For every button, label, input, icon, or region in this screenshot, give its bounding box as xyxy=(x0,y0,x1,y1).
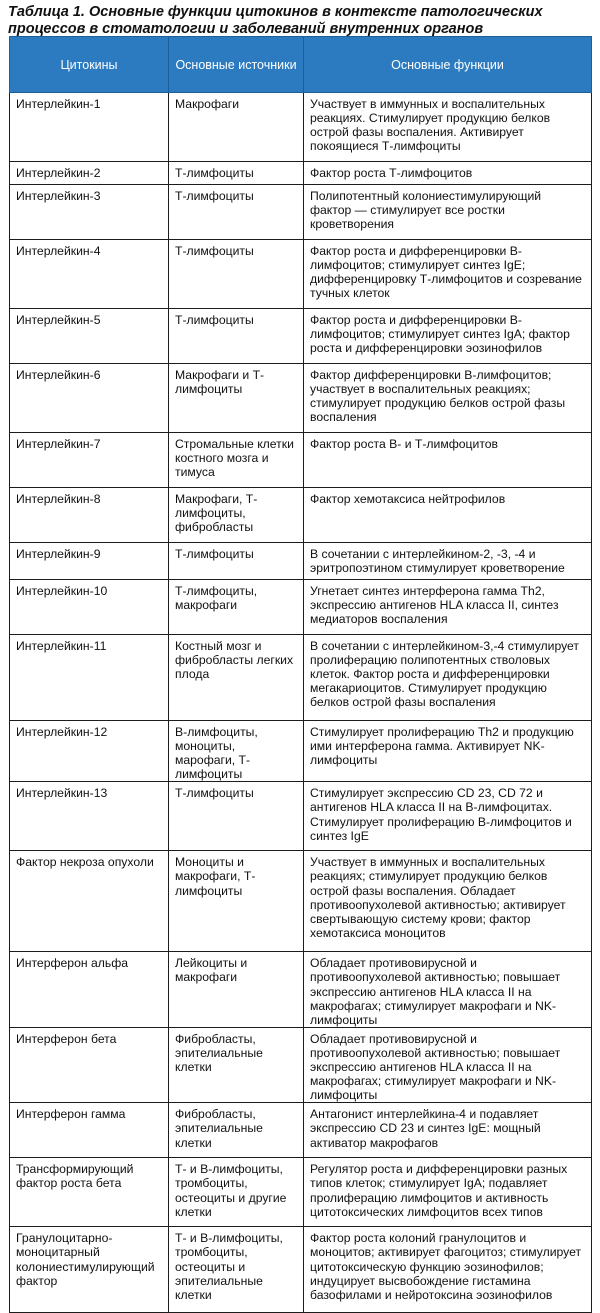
functions-cell: Участвует в иммунных и воспалительных реакциях; стимулирует продукцию белков острой фазы воспаления. Обладает противоопухолевой активностью; активирует свертывающую систему крови; фактор хемотаксиса моноцитов xyxy=(304,851,592,952)
cytokine-name-cell: Интерлейкин-8 xyxy=(10,488,169,543)
table-row xyxy=(10,240,592,309)
table-row xyxy=(10,185,592,240)
table-row xyxy=(10,543,592,580)
cytokine-name-cell: Интерлейкин-12 xyxy=(10,721,169,782)
source-cell: Т- и В-лимфоциты, тромбоциты, остеоциты и другие клетки xyxy=(169,1158,304,1227)
source-cell: В-лимфоциты, моноциты, марофаги, Т-лимфоциты xyxy=(169,721,304,782)
functions-cell: Фактор роста В- и Т-лимфоцитов xyxy=(304,433,592,488)
functions-cell: Фактор роста и дифференцировки В-лимфоцитов; стимулирует синтез IgA; фактор роста и дифференцировки эозинофилов xyxy=(304,309,592,364)
cytokine-name-cell: Интерлейкин-9 xyxy=(10,543,169,580)
source-cell: Лейкоциты и макрофаги xyxy=(169,952,304,1027)
source-cell: Т-лимфоциты xyxy=(169,162,304,185)
source-cell: Стромальные клетки костного мозга и тимуса xyxy=(169,433,304,488)
header-cytokines: Цитокины xyxy=(10,37,169,93)
table-row xyxy=(10,851,592,952)
functions-cell: Стимулирует экспрессию CD 23, CD 72 и антигенов HLA класса II на В-лимфоцитах. Стимулирует пролиферацию В-лимфоцитов и синтез IgE xyxy=(304,782,592,851)
table-row xyxy=(10,1158,592,1227)
source-cell: Костный мозг и фибробласты легких плода xyxy=(169,635,304,721)
source-cell: Т-лимфоциты xyxy=(169,782,304,851)
functions-cell: Фактор роста Т-лимфоцитов xyxy=(304,162,592,185)
cytokine-name-cell: Интерферон альфа xyxy=(10,952,169,1027)
functions-cell: Фактор роста и дифференцировки В-лимфоцитов; стимулирует синтез IgE; дифференцировку Т-лимфоцитов и созревание тучных клеток xyxy=(304,240,592,309)
source-cell: Т-лимфоциты xyxy=(169,185,304,240)
cytokines-table xyxy=(9,36,592,1313)
table-row xyxy=(10,1227,592,1313)
functions-cell: Стимулирует пролиферацию Th2 и продукцию ими интерферона гамма. Активирует NK-лимфоциты xyxy=(304,721,592,782)
cytokine-name-cell: Интерлейкин-3 xyxy=(10,185,169,240)
functions-cell: Антагонист интерлейкина-4 и подавляет экспрессию CD 23 и синтез IgE: мощный активатор макрофагов xyxy=(304,1103,592,1158)
cytokine-name-cell: Трансформирующий фактор роста бета xyxy=(10,1158,169,1227)
source-cell: Фибробласты, эпителиальные клетки xyxy=(169,1027,304,1102)
source-cell: Макрофаги xyxy=(169,93,304,162)
source-cell: Макрофаги, Т-лимфоциты, фибробласты xyxy=(169,488,304,543)
source-cell: Т-лимфоциты xyxy=(169,309,304,364)
cytokine-name-cell: Интерлейкин-10 xyxy=(10,580,169,635)
cytokine-name-cell: Интерлейкин-6 xyxy=(10,364,169,433)
functions-cell: Фактор роста колоний гранулоцитов и моноцитов; активирует фагоцитоз; стимулирует цитотоксическую функцию эозинофилов; индуцирует высвобождение гистамина базофилами и нейротоксина эозинофилов xyxy=(304,1227,592,1313)
header-sources: Основные источники xyxy=(169,37,304,93)
source-cell: Т-лимфоциты xyxy=(169,543,304,580)
source-cell: Т- и В-лимфоциты, тромбоциты, остеоциты и эпителиальные клетки xyxy=(169,1227,304,1313)
table-row xyxy=(10,580,592,635)
source-cell: Т-лимфоциты xyxy=(169,240,304,309)
table-row xyxy=(10,1027,592,1102)
table-row xyxy=(10,162,592,185)
table-row xyxy=(10,635,592,721)
table-body xyxy=(10,93,592,1313)
table-header-row xyxy=(10,37,592,93)
functions-cell: В сочетании с интерлейкином-3,-4 стимулирует пролиферацию полипотентных стволовых клеток. Фактор роста и дифференцировки мегакариоцитов. Стимулирует продукцию белков острой фазы воспаления xyxy=(304,635,592,721)
cytokine-name-cell: Гранулоцитарно-моноцитарный колониестимулирующий фактор xyxy=(10,1227,169,1313)
functions-cell: Фактор дифференцировки В-лимфоцитов; участвует в воспалительных реакциях; стимулирует продукцию белков острой фазы воспаления xyxy=(304,364,592,433)
header-functions: Основные функции xyxy=(304,37,592,93)
functions-cell: В сочетании с интерлейкином-2, -3, -4 и эритропоэтином стимулирует кроветворение xyxy=(304,543,592,580)
cytokine-name-cell: Интерлейкин-2 xyxy=(10,162,169,185)
functions-cell: Участвует в иммунных и воспалительных реакциях. Стимулирует продукцию белков острой фазы воспаления. Активирует покоящиеся Т-лимфоциты xyxy=(304,93,592,162)
cytokine-name-cell: Интерферон бета xyxy=(10,1027,169,1102)
table-row xyxy=(10,433,592,488)
cytokine-name-cell: Фактор некроза опухоли xyxy=(10,851,169,952)
functions-cell: Полипотентный колониестимулирующий фактор — стимулирует все ростки кроветворения xyxy=(304,185,592,240)
cytokine-name-cell: Интерлейкин-1 xyxy=(10,93,169,162)
table-row xyxy=(10,782,592,851)
cytokine-name-cell: Интерферон гамма xyxy=(10,1103,169,1158)
functions-cell: Регулятор роста и дифференцировки разных типов клеток; стимулирует IgA; подавляет пролиферацию лимфоцитов и активность цитотоксических лимфоцитов всех типов xyxy=(304,1158,592,1227)
source-cell: Фибробласты, эпителиальные клетки xyxy=(169,1103,304,1158)
table-row xyxy=(10,309,592,364)
source-cell: Макрофаги и Т-лимфоциты xyxy=(169,364,304,433)
table-row xyxy=(10,364,592,433)
table-caption: Таблица 1. Основные функции цитокинов в контексте патологических процессов в стоматологии и заболеваний внутренних органов xyxy=(8,4,543,37)
table-row xyxy=(10,1103,592,1158)
table-row xyxy=(10,721,592,782)
source-cell: Т-лимфоциты, макрофаги xyxy=(169,580,304,635)
functions-cell: Обладает противовирусной и противоопухолевой активностью; повышает экспрессию антигенов HLA класса II на макрофагах; стимулирует макрофаги и NK-лимфоциты xyxy=(304,1027,592,1102)
cytokine-name-cell: Интерлейкин-11 xyxy=(10,635,169,721)
functions-cell: Угнетает синтез интерферона гамма Th2, экспрессию антигенов HLA класса II, синтез медиаторов воспаления xyxy=(304,580,592,635)
table-row xyxy=(10,952,592,1027)
functions-cell: Обладает противовирусной и противоопухолевой активностью; повышает экспрессию антигенов HLA класса II на макрофагах; стимулирует макрофаги и NK-лимфоциты xyxy=(304,952,592,1027)
cytokine-name-cell: Интерлейкин-7 xyxy=(10,433,169,488)
cytokine-name-cell: Интерлейкин-13 xyxy=(10,782,169,851)
source-cell: Моноциты и макрофаги, Т-лимфоциты xyxy=(169,851,304,952)
functions-cell: Фактор хемотаксиса нейтрофилов xyxy=(304,488,592,543)
table-row xyxy=(10,488,592,543)
cytokine-name-cell: Интерлейкин-4 xyxy=(10,240,169,309)
table-row xyxy=(10,93,592,162)
cytokine-name-cell: Интерлейкин-5 xyxy=(10,309,169,364)
